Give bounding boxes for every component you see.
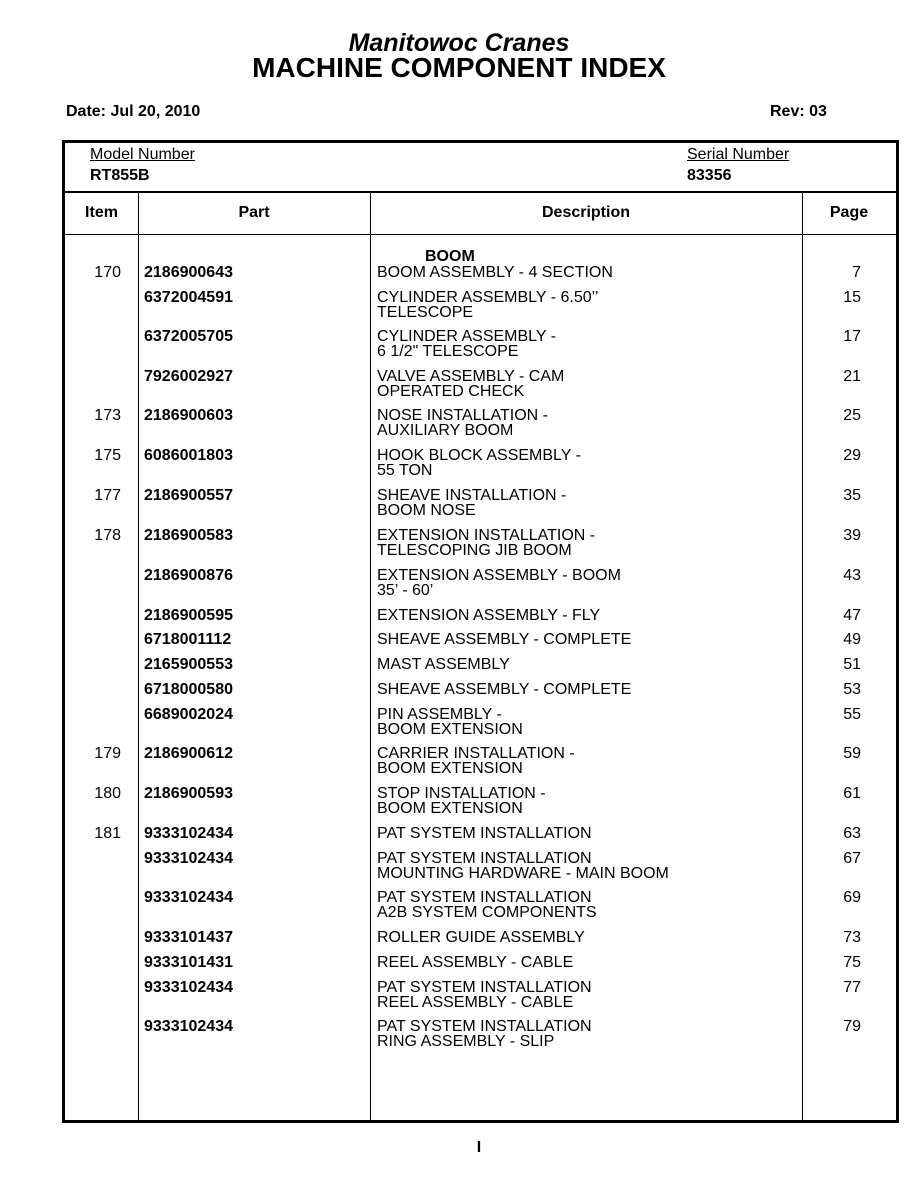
model-number-label: Model Number bbox=[90, 146, 195, 163]
item-number: 170 bbox=[94, 264, 121, 281]
machine-info-row bbox=[65, 143, 896, 193]
description-line-2: MOUNTING HARDWARE - MAIN BOOM bbox=[377, 865, 669, 882]
description-line-1: PIN ASSEMBLY - bbox=[377, 706, 502, 723]
component-table bbox=[62, 140, 899, 1123]
description-line-1: NOSE INSTALLATION - bbox=[377, 407, 548, 424]
description bbox=[377, 632, 797, 647]
part-number: 6718000580 bbox=[144, 681, 233, 698]
description bbox=[377, 329, 797, 359]
description-line-1: MAST ASSEMBLY bbox=[377, 656, 510, 673]
description-line-1: REEL ASSEMBLY - CABLE bbox=[377, 954, 574, 971]
serial-number-label: Serial Number bbox=[687, 146, 790, 163]
item-number: 179 bbox=[94, 745, 121, 762]
description-line-2: REEL ASSEMBLY - CABLE bbox=[377, 994, 574, 1011]
description bbox=[377, 608, 797, 623]
part-number: 9333102434 bbox=[144, 979, 233, 996]
description bbox=[377, 448, 797, 478]
page-reference: 55 bbox=[843, 706, 861, 723]
model-number-value: RT855B bbox=[90, 167, 150, 184]
description-line-1: SHEAVE ASSEMBLY - COMPLETE bbox=[377, 631, 632, 648]
description bbox=[377, 265, 797, 280]
column-header-item: Item bbox=[85, 204, 118, 221]
part-number: 2186900593 bbox=[144, 785, 233, 802]
item-number: 173 bbox=[94, 407, 121, 424]
part-number: 2186900557 bbox=[144, 487, 233, 504]
table-header bbox=[65, 191, 896, 235]
description bbox=[377, 568, 797, 598]
page-reference: 67 bbox=[843, 850, 861, 867]
part-number: 6372005705 bbox=[144, 328, 233, 345]
item-number: 180 bbox=[94, 785, 121, 802]
page-title: MACHINE COMPONENT INDEX bbox=[252, 52, 666, 83]
page-number: I bbox=[476, 1139, 482, 1156]
description-line-2: RING ASSEMBLY - SLIP bbox=[377, 1033, 555, 1050]
part-number: 2186900603 bbox=[144, 407, 233, 424]
page-reference: 59 bbox=[843, 745, 861, 762]
description bbox=[377, 682, 797, 697]
page-reference: 79 bbox=[843, 1018, 861, 1035]
part-number: 2186900612 bbox=[144, 745, 233, 762]
page-reference: 53 bbox=[843, 681, 861, 698]
description-line-1: ROLLER GUIDE ASSEMBLY bbox=[377, 929, 585, 946]
description-line-1: PAT SYSTEM INSTALLATION bbox=[377, 850, 592, 867]
column-divider bbox=[802, 191, 803, 1120]
item-number: 181 bbox=[94, 825, 121, 842]
description-line-2: 6 1/2" TELESCOPE bbox=[377, 343, 519, 360]
description-line-2: 35’ - 60’ bbox=[377, 582, 434, 599]
description bbox=[377, 528, 797, 558]
description-line-1: EXTENSION INSTALLATION - bbox=[377, 527, 596, 544]
part-number: 6689002024 bbox=[144, 706, 233, 723]
description bbox=[377, 488, 797, 518]
description-line-1: PAT SYSTEM INSTALLATION bbox=[377, 1018, 592, 1035]
part-number: 2165900553 bbox=[144, 656, 233, 673]
page-reference: 63 bbox=[843, 825, 861, 842]
item-number: 178 bbox=[94, 527, 121, 544]
description-line-2: BOOM EXTENSION bbox=[377, 800, 523, 817]
description bbox=[377, 290, 797, 320]
page-reference: 73 bbox=[843, 929, 861, 946]
description-line-2: TELESCOPE bbox=[377, 304, 474, 321]
part-number: 2186900876 bbox=[144, 567, 233, 584]
description-line-1: PAT SYSTEM INSTALLATION bbox=[377, 979, 592, 996]
date-label: Date: Jul 20, 2010 bbox=[66, 103, 201, 120]
column-header-description: Description bbox=[541, 204, 630, 221]
part-number: 9333102434 bbox=[144, 1018, 233, 1035]
page-reference: 51 bbox=[843, 656, 861, 673]
part-number: 7926002927 bbox=[144, 368, 233, 385]
page-reference: 29 bbox=[843, 447, 861, 464]
description-line-2: BOOM EXTENSION bbox=[377, 760, 523, 777]
revision-label: Rev: 03 bbox=[770, 103, 827, 120]
item-number: 175 bbox=[94, 447, 121, 464]
part-number: 2186900595 bbox=[144, 607, 233, 624]
page-reference: 77 bbox=[843, 979, 861, 996]
page-reference: 49 bbox=[843, 631, 861, 648]
description bbox=[377, 786, 797, 816]
description bbox=[377, 746, 797, 776]
part-number: 6372004591 bbox=[144, 289, 233, 306]
description-line-1: VALVE ASSEMBLY - CAM bbox=[377, 368, 565, 385]
description-line-1: CYLINDER ASSEMBLY - 6.50’’ bbox=[377, 289, 599, 306]
serial-number-value: 83356 bbox=[687, 167, 732, 184]
description-line-1: PAT SYSTEM INSTALLATION bbox=[377, 889, 592, 906]
part-number: 6718001112 bbox=[144, 631, 232, 648]
description-line-1: CYLINDER ASSEMBLY - bbox=[377, 328, 557, 345]
description-line-1: PAT SYSTEM INSTALLATION bbox=[377, 825, 592, 842]
part-number: 9333102434 bbox=[144, 889, 233, 906]
description bbox=[377, 826, 797, 841]
part-number: 9333101437 bbox=[144, 929, 233, 946]
page-reference: 43 bbox=[843, 567, 861, 584]
part-number: 9333102434 bbox=[144, 825, 233, 842]
page-reference: 39 bbox=[843, 527, 861, 544]
description bbox=[377, 930, 797, 945]
item-number: 177 bbox=[94, 487, 121, 504]
page-reference: 17 bbox=[843, 328, 861, 345]
description-line-1: EXTENSION ASSEMBLY - BOOM bbox=[377, 567, 621, 584]
description bbox=[377, 890, 797, 920]
section-title: BOOM bbox=[425, 248, 475, 265]
part-number: 9333101431 bbox=[144, 954, 233, 971]
description-line-2: OPERATED CHECK bbox=[377, 383, 525, 400]
description bbox=[377, 980, 797, 1010]
page-reference: 25 bbox=[843, 407, 861, 424]
page-reference: 75 bbox=[843, 954, 861, 971]
description bbox=[377, 707, 797, 737]
description-line-2: BOOM EXTENSION bbox=[377, 721, 523, 738]
page-reference: 69 bbox=[843, 889, 861, 906]
description bbox=[377, 955, 797, 970]
column-divider bbox=[370, 191, 371, 1120]
description bbox=[377, 657, 797, 672]
part-number: 2186900643 bbox=[144, 264, 233, 281]
description-line-1: CARRIER INSTALLATION - bbox=[377, 745, 575, 762]
description-line-1: STOP INSTALLATION - bbox=[377, 785, 546, 802]
description-line-1: SHEAVE ASSEMBLY - COMPLETE bbox=[377, 681, 632, 698]
description-line-2: AUXILIARY BOOM bbox=[377, 422, 514, 439]
part-number: 9333102434 bbox=[144, 850, 233, 867]
page-reference: 15 bbox=[843, 289, 861, 306]
page-reference: 7 bbox=[852, 264, 861, 281]
part-number: 6086001803 bbox=[144, 447, 233, 464]
description bbox=[377, 1019, 797, 1049]
description-line-1: SHEAVE INSTALLATION - bbox=[377, 487, 567, 504]
company-name: Manitowoc Cranes bbox=[348, 29, 570, 57]
page-reference: 21 bbox=[843, 368, 861, 385]
description-line-1: BOOM ASSEMBLY - 4 SECTION bbox=[377, 264, 613, 281]
description bbox=[377, 851, 797, 881]
part-number: 2186900583 bbox=[144, 527, 233, 544]
description-line-2: TELESCOPING JIB BOOM bbox=[377, 542, 572, 559]
page-reference: 47 bbox=[843, 607, 861, 624]
description-line-2: BOOM NOSE bbox=[377, 502, 476, 519]
page-reference: 35 bbox=[843, 487, 861, 504]
column-divider bbox=[138, 191, 139, 1120]
column-header-page: Page bbox=[829, 204, 869, 221]
page-reference: 61 bbox=[843, 785, 861, 802]
description bbox=[377, 408, 797, 438]
description-line-2: A2B SYSTEM COMPONENTS bbox=[377, 904, 597, 921]
column-header-part: Part bbox=[238, 204, 270, 221]
description-line-2: 55 TON bbox=[377, 462, 433, 479]
description-line-1: HOOK BLOCK ASSEMBLY - bbox=[377, 447, 581, 464]
description-line-1: EXTENSION ASSEMBLY - FLY bbox=[377, 607, 601, 624]
description bbox=[377, 369, 797, 399]
